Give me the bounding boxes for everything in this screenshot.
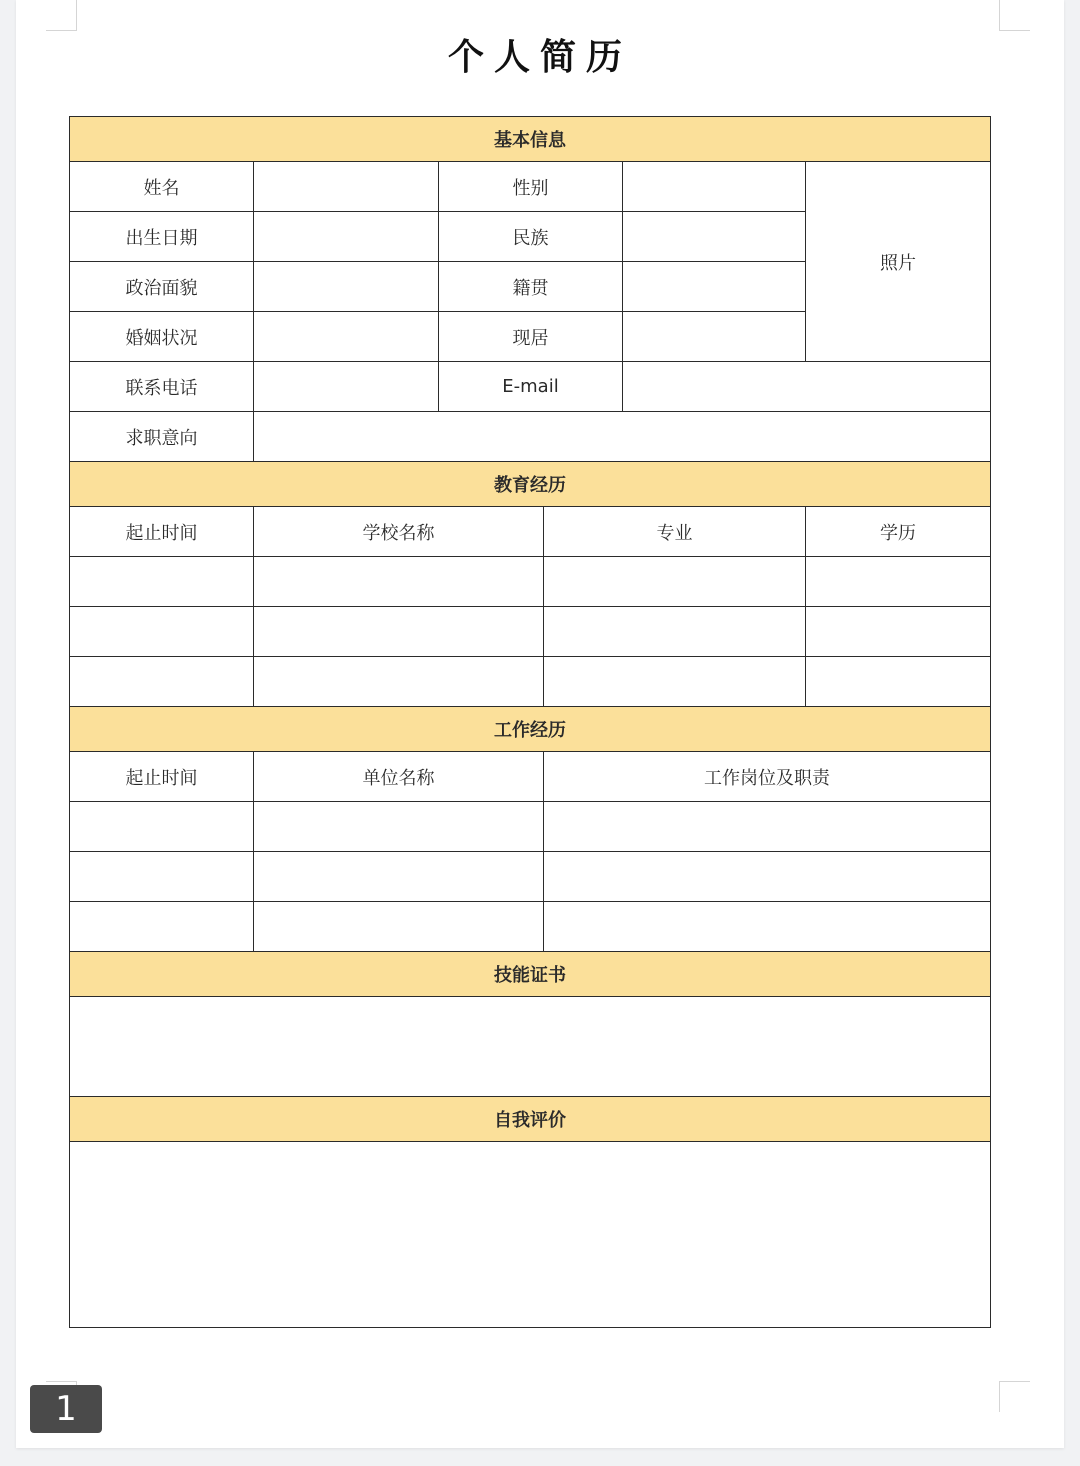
- section-header-basic: [70, 117, 991, 162]
- section-header-self-eval: [70, 1097, 991, 1142]
- table-row: [70, 362, 991, 412]
- edu-major-cell[interactable]: [544, 607, 806, 657]
- edu-period-cell[interactable]: [70, 607, 254, 657]
- table-row: [70, 162, 991, 212]
- native-place-field[interactable]: [623, 262, 806, 312]
- resume-table: [69, 116, 991, 1328]
- job-objective-field[interactable]: [254, 412, 991, 462]
- edu-degree-cell[interactable]: [806, 657, 991, 707]
- page-corner-mark: [999, 0, 1030, 31]
- section-header-education: [70, 462, 991, 507]
- table-row: [70, 902, 991, 952]
- label-birth-date: 出生日期: [70, 212, 254, 262]
- table-row: [70, 1142, 991, 1328]
- work-period-cell[interactable]: [70, 852, 254, 902]
- work-duties-cell[interactable]: [544, 802, 991, 852]
- work-header: 工作经历: [70, 707, 991, 752]
- table-row: [70, 657, 991, 707]
- ethnicity-field[interactable]: [623, 212, 806, 262]
- work-employer-cell[interactable]: [254, 802, 544, 852]
- edu-school-cell[interactable]: [254, 557, 544, 607]
- table-row: [70, 997, 991, 1097]
- edu-major-cell[interactable]: [544, 557, 806, 607]
- label-residence: 现居: [439, 312, 623, 362]
- page-number-indicator[interactable]: 1: [30, 1385, 102, 1433]
- edu-school-cell[interactable]: [254, 657, 544, 707]
- table-row: [70, 557, 991, 607]
- basic-info-header: 基本信息: [70, 117, 991, 162]
- political-status-field[interactable]: [254, 262, 439, 312]
- skills-content-area[interactable]: [70, 997, 991, 1097]
- edu-col-major: 专业: [544, 507, 806, 557]
- table-row: [70, 802, 991, 852]
- edu-period-cell[interactable]: [70, 657, 254, 707]
- edu-major-cell[interactable]: [544, 657, 806, 707]
- work-employer-cell[interactable]: [254, 852, 544, 902]
- page-corner-mark: [999, 1381, 1030, 1412]
- work-duties-cell[interactable]: [544, 902, 991, 952]
- work-col-period: 起止时间: [70, 752, 254, 802]
- photo-cell[interactable]: 照片: [806, 162, 991, 362]
- education-header: 教育经历: [70, 462, 991, 507]
- label-phone: 联系电话: [70, 362, 254, 412]
- skills-header: 技能证书: [70, 952, 991, 997]
- edu-degree-cell[interactable]: [806, 607, 991, 657]
- table-header-row: [70, 752, 991, 802]
- work-duties-cell[interactable]: [544, 852, 991, 902]
- work-col-employer: 单位名称: [254, 752, 544, 802]
- label-email: E-mail: [439, 362, 623, 412]
- label-marital-status: 婚姻状况: [70, 312, 254, 362]
- edu-degree-cell[interactable]: [806, 557, 991, 607]
- label-name: 姓名: [70, 162, 254, 212]
- table-header-row: [70, 507, 991, 557]
- self-eval-header: 自我评价: [70, 1097, 991, 1142]
- label-gender: 性别: [439, 162, 623, 212]
- label-job-objective: 求职意向: [70, 412, 254, 462]
- table-row: [70, 852, 991, 902]
- edu-school-cell[interactable]: [254, 607, 544, 657]
- work-col-duties: 工作岗位及职责: [544, 752, 991, 802]
- residence-field[interactable]: [623, 312, 806, 362]
- email-field[interactable]: [623, 362, 991, 412]
- label-ethnicity: 民族: [439, 212, 623, 262]
- edu-col-school: 学校名称: [254, 507, 544, 557]
- edu-col-degree: 学历: [806, 507, 991, 557]
- page-title: 个人简历: [447, 37, 632, 78]
- page-corner-mark: [46, 0, 77, 31]
- label-political-status: 政治面貌: [70, 262, 254, 312]
- table-row: [70, 607, 991, 657]
- marital-status-field[interactable]: [254, 312, 439, 362]
- birth-date-field[interactable]: [254, 212, 439, 262]
- work-period-cell[interactable]: [70, 802, 254, 852]
- table-row: [70, 412, 991, 462]
- phone-field[interactable]: [254, 362, 439, 412]
- self-eval-content-area[interactable]: [70, 1142, 991, 1328]
- label-native-place: 籍贯: [439, 262, 623, 312]
- section-header-work: [70, 707, 991, 752]
- edu-col-period: 起止时间: [70, 507, 254, 557]
- section-header-skills: [70, 952, 991, 997]
- name-field[interactable]: [254, 162, 439, 212]
- gender-field[interactable]: [623, 162, 806, 212]
- work-employer-cell[interactable]: [254, 902, 544, 952]
- work-period-cell[interactable]: [70, 902, 254, 952]
- edu-period-cell[interactable]: [70, 557, 254, 607]
